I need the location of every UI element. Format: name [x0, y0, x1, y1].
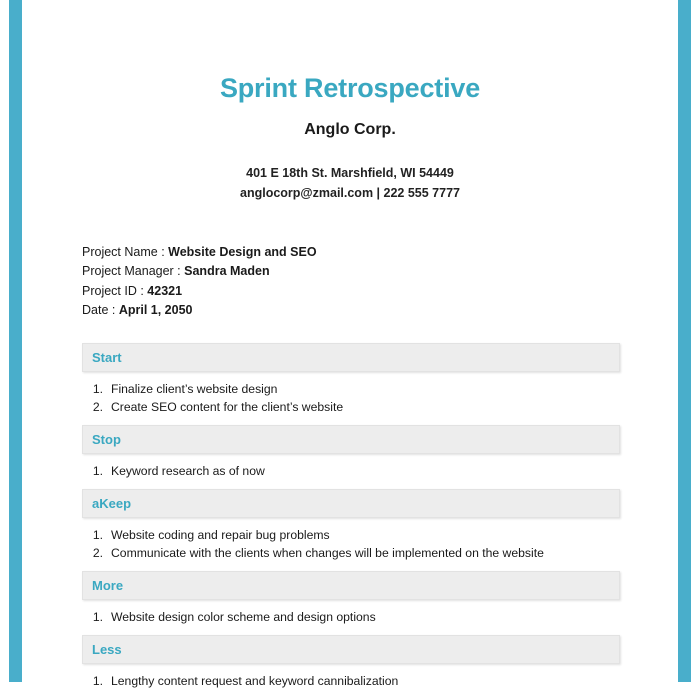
meta-label: Project Manager :: [82, 264, 185, 279]
retrospective-sections: [30, 320, 670, 699]
list-item-number: 2.: [92, 399, 103, 414]
section-header-label: Stop: [92, 432, 121, 448]
meta-value: 42321: [147, 283, 183, 298]
meta-label: Project Name :: [82, 244, 169, 259]
meta-label: Date :: [82, 303, 119, 318]
list-item-number: 1.: [92, 382, 103, 397]
meta-value: Website Design and SEO: [168, 244, 317, 259]
retrospective-section: [82, 343, 620, 425]
meta-row: [82, 262, 670, 281]
section-item-list: [82, 454, 620, 489]
list-item-text: Finalize client’s website design: [111, 382, 278, 397]
retrospective-section: [82, 489, 620, 571]
document-header: [30, 0, 670, 204]
list-item: [82, 673, 620, 690]
section-header-label: aKeep: [92, 496, 132, 512]
section-header: [82, 343, 620, 372]
list-item-text: Create SEO content for the client’s website: [111, 399, 344, 414]
list-item-text: Website design color scheme and design options: [111, 610, 376, 625]
list-item: [82, 545, 620, 562]
page-title: Sprint Retrospective: [219, 73, 481, 103]
meta-row: [82, 301, 670, 320]
list-item: [82, 463, 620, 480]
retrospective-section: [82, 635, 620, 699]
meta-label: Project ID :: [82, 283, 148, 298]
section-header-label: Less: [92, 642, 122, 658]
section-item-list: [82, 664, 620, 699]
list-item-text: Lengthy content request and keyword cannibalization: [111, 674, 399, 689]
list-item-number: 2.: [92, 545, 103, 560]
list-item: [82, 527, 620, 544]
section-item-list: [82, 372, 620, 425]
meta-value: Sandra Maden: [184, 264, 270, 279]
section-item-list: [82, 600, 620, 635]
section-header-label: More: [92, 578, 124, 594]
list-item: [82, 399, 620, 416]
company-name: Anglo Corp.: [304, 120, 396, 138]
list-item-text: Communicate with the clients when changes will be implemented on the website: [111, 545, 544, 560]
meta-value: April 1, 2050: [118, 303, 193, 318]
company-contact: anglocorp@zmail.com | 222 555 7777: [240, 186, 460, 201]
list-item-text: Keyword research as of now: [111, 464, 265, 479]
list-item-text: Website coding and repair bug problems: [111, 528, 330, 543]
list-item: [82, 609, 620, 626]
retrospective-section: [82, 571, 620, 635]
list-item-number: 1.: [92, 464, 103, 479]
list-item-number: 1.: [92, 610, 103, 625]
section-header: [82, 425, 620, 454]
list-item-number: 1.: [92, 674, 103, 689]
section-header: [82, 571, 620, 600]
project-meta-block: [30, 204, 670, 321]
section-item-list: [82, 518, 620, 571]
list-item: [82, 381, 620, 398]
meta-row: [82, 243, 670, 262]
section-header: [82, 635, 620, 664]
company-address: 401 E 18th St. Marshfield, WI 54449: [246, 165, 454, 180]
retrospective-section: [82, 425, 620, 489]
meta-row: [82, 282, 670, 301]
contact-block: [30, 139, 670, 204]
list-item-number: 1.: [92, 528, 103, 543]
section-header: [82, 489, 620, 518]
section-header-label: Start: [92, 350, 122, 366]
